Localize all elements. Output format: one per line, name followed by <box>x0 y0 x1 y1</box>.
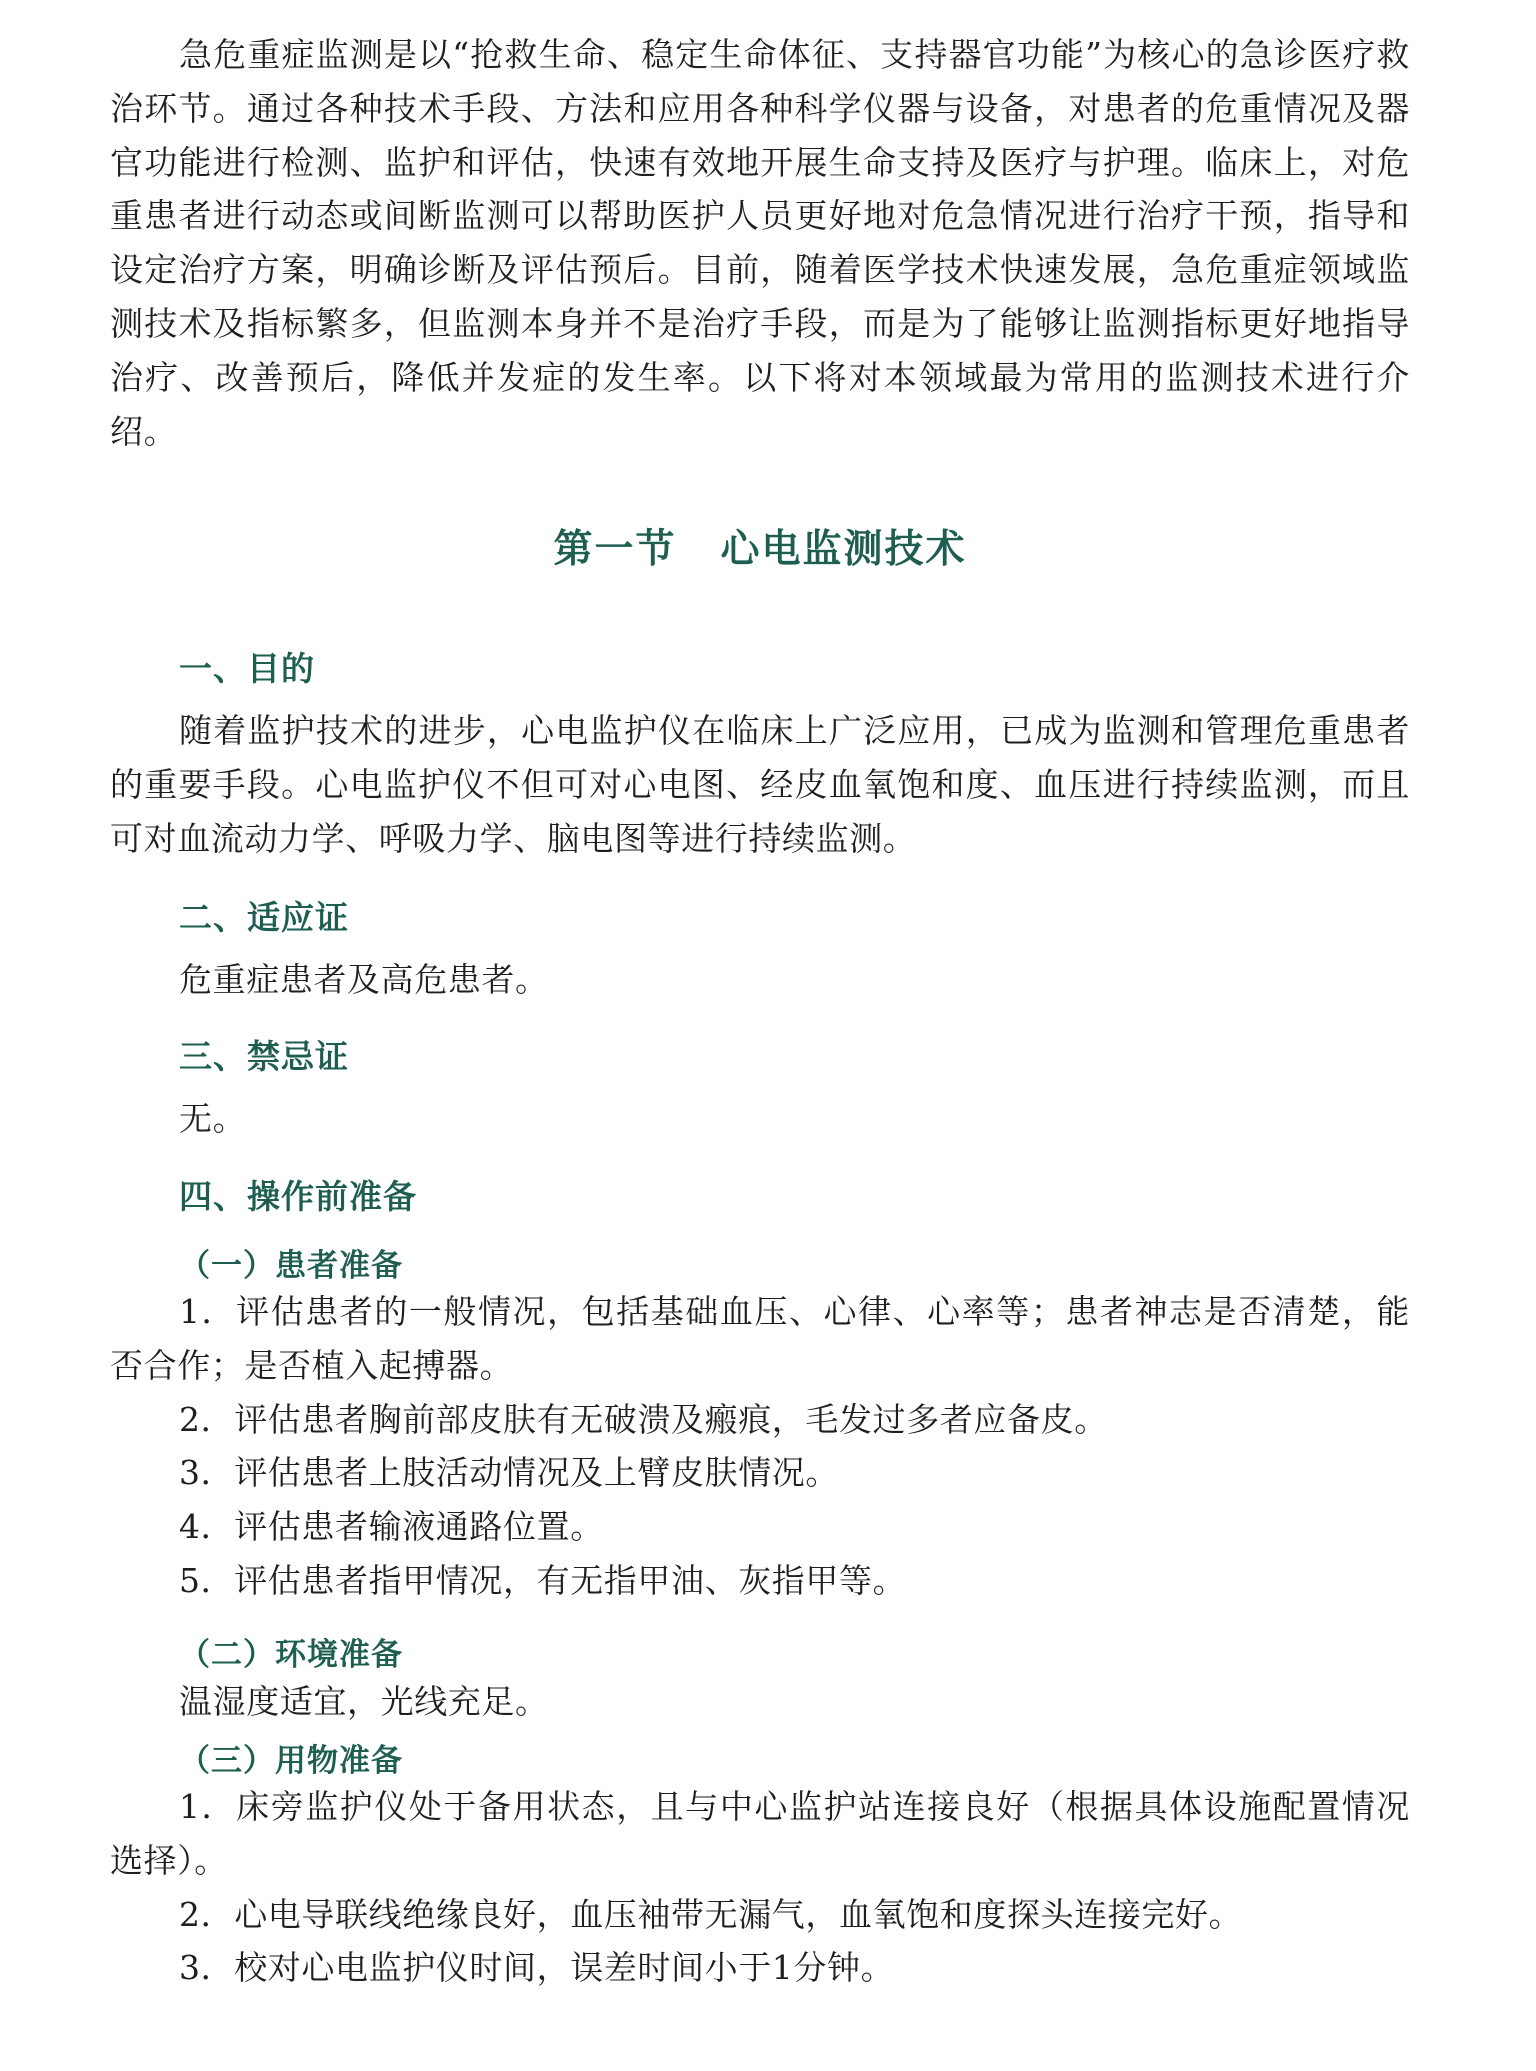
indications-block <box>110 953 1410 1007</box>
list-item: 3．校对心电监护仪时间，误差时间小于1分钟。 <box>179 1948 895 1988</box>
intro-paragraph: 急危重症监测是以“抢救生命、稳定生命体征、支持器官功能”为核心的急诊医疗救治环节。通过各种技术手段、方法和应用各种科学仪器与设备，对患者的危重情况及器官功能进行检测、监护和评估，快速有效地开展生命支持及医疗与护理。临床上，对危重患者进行动态或间断监测可以帮助医护人员更好地对危急情况进行治疗干预，指导和设定治疗方案，明确诊断及评估预后。目前，随着医学技术快速发展，急危重症领域监测技术及指标繁多，但监测本身并不是治疗手段，而是为了能够让监测指标更好地指导治疗、改善预后，降低并发症的发生率。以下将对本领域最为常用的监测技术进行介绍。 <box>110 35 1410 451</box>
heading-supplies-prep: （三）用物准备 <box>179 1743 403 1779</box>
intro-block <box>110 28 1410 458</box>
list-item: 5．评估患者指甲情况，有无指甲油、灰指甲等。 <box>179 1560 907 1600</box>
heading-patient-prep: （一）患者准备 <box>179 1248 403 1284</box>
heading-environment-prep: （二）环境准备 <box>179 1637 403 1673</box>
heading-preparation: 四、操作前准备 <box>179 1177 417 1216</box>
environment-prep-block <box>110 1675 1410 1729</box>
supplies-prep-list <box>110 1780 1410 1995</box>
patient-prep-list <box>110 1285 1410 1608</box>
list-item: 2．心电导联线绝缘良好，血压袖带无漏气，血氧饱和度探头连接完好。 <box>179 1894 1243 1934</box>
list-item: 3．评估患者上肢活动情况及上臂皮肤情况。 <box>179 1453 839 1493</box>
purpose-paragraph: 随着监护技术的进步，心电监护仪在临床上广泛应用，已成为监测和管理危重患者的重要手段。心电监护仪不但可对心电图、经皮血氧饱和度、血压进行持续监测，而且可对血流动力学、呼吸力学、脑电图等进行持续监测。 <box>110 711 1410 858</box>
section-title <box>110 518 1410 574</box>
list-item: 1．评估患者的一般情况，包括基础血压、心律、心率等；患者神志是否清楚，能否合作；是否植入起搏器。 <box>110 1292 1410 1385</box>
purpose-block <box>110 704 1410 865</box>
section-number: 第一节 <box>553 527 677 572</box>
list-item: 2．评估患者胸前部皮肤有无破溃及瘢痕，毛发过多者应备皮。 <box>179 1399 1108 1439</box>
environment-paragraph: 温湿度适宜，光线充足。 <box>179 1682 549 1721</box>
list-item: 1．床旁监护仪处于备用状态，且与中心监护站连接良好（根据具体设施配置情况选择）。 <box>110 1787 1410 1880</box>
contraindications-paragraph: 无。 <box>179 1099 247 1138</box>
heading-purpose: 一、目的 <box>179 649 315 688</box>
indications-paragraph: 危重症患者及高危患者。 <box>179 960 549 999</box>
heading-indications: 二、适应证 <box>179 898 349 937</box>
heading-contraindications: 三、禁忌证 <box>179 1037 349 1076</box>
list-item: 4．评估患者输液通路位置。 <box>179 1507 604 1547</box>
contraindications-block <box>110 1092 1410 1146</box>
section-name: 心电监测技术 <box>720 527 967 572</box>
